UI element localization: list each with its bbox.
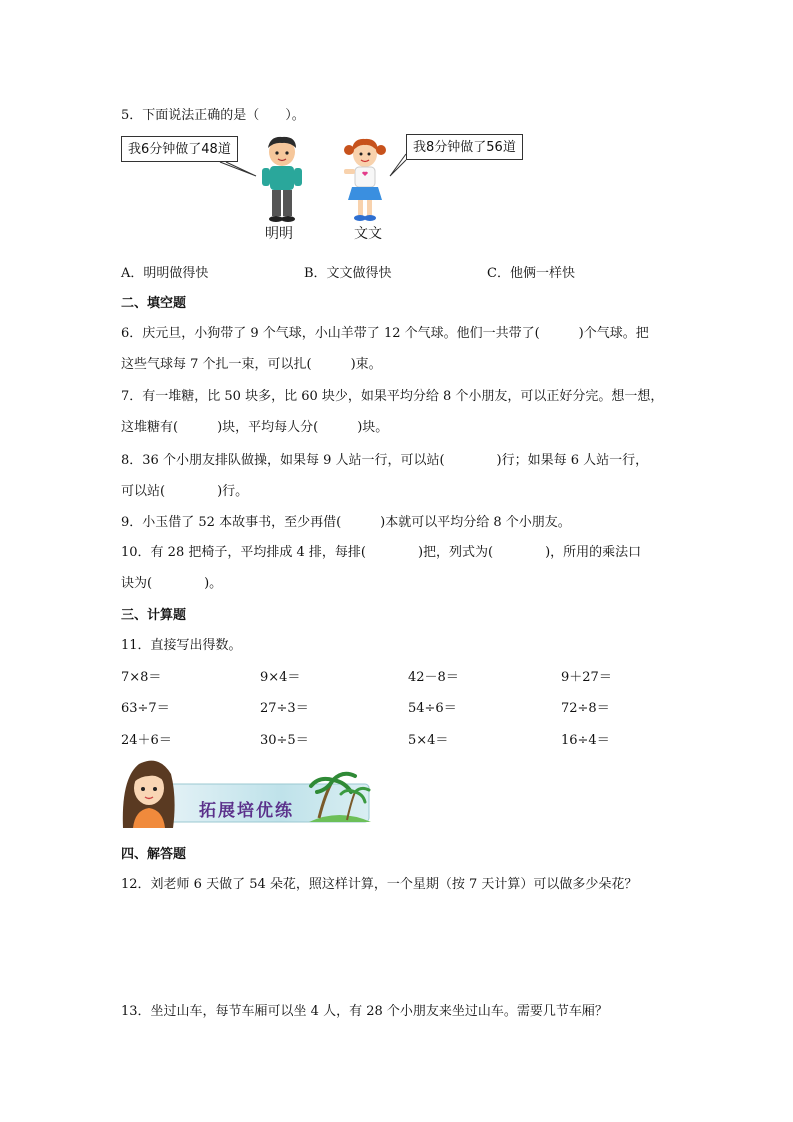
calc-item: 27÷3＝ (260, 701, 309, 716)
question-12-line-1: 12．刘老师 6 天做了 54 朵花，照这样计算，一个星期（按 7 天计算）可以做多少朵花？ (121, 877, 638, 892)
speech-bubble-left: 我6分钟做了48道 (121, 136, 238, 162)
speech-bubble-right: 我8分钟做了56道 (406, 134, 523, 160)
question-8-line-2: 可以站( )行。 (121, 484, 249, 499)
question-7-line-2: 这堆糖有( )块，平均每人分( )块。 (121, 420, 389, 435)
question-10-line-2: 诀为( )。 (121, 576, 223, 591)
calc-item: 9＋27＝ (561, 670, 612, 685)
calc-item: 9×4＝ (260, 670, 301, 685)
name-label-mingming: 明明 (265, 226, 293, 242)
question-13-line-1: 13．坐过山车，每节车厢可以坐 4 人，有 28 个小朋友来坐过山车。需要几节车厢？ (121, 1004, 608, 1019)
calc-item: 72÷8＝ (561, 701, 610, 716)
question-7-line-1: 7．有一堆糖，比 50 块多，比 60 块少，如果平均分给 8 个小朋友，可以正好分完。想一想， (121, 389, 664, 404)
question-6-line-2: 这些气球每 7 个扎一束，可以扎( )束。 (121, 357, 382, 372)
speech-pointers (0, 0, 793, 260)
calc-item: 5×4＝ (408, 733, 449, 748)
option-a: A．明明做得快 (121, 266, 209, 281)
calc-item: 7×8＝ (121, 670, 162, 685)
section-4-heading: 四、解答题 (121, 847, 187, 862)
option-b: B．文文做得快 (304, 266, 392, 281)
calc-item: 42－8＝ (408, 670, 459, 685)
calc-item: 54÷6＝ (408, 701, 457, 716)
section-3-heading: 三、计算题 (121, 608, 187, 623)
boy-figure-icon (256, 136, 308, 224)
calc-item: 30÷5＝ (260, 733, 309, 748)
section-2-heading: 二、填空题 (121, 296, 187, 311)
question-10-line-1: 10．有 28 把椅子，平均排成 4 排，每排( )把，列式为( )，所用的乘法口 (121, 545, 642, 560)
question-11-stem: 11．直接写出得数。 (121, 638, 242, 653)
calc-item: 63÷7＝ (121, 701, 170, 716)
question-9-line-1: 9．小玉借了 52 本故事书，至少再借( )本就可以平均分给 8 个小朋友。 (121, 515, 571, 530)
question-5-stem: 5．下面说法正确的是（ ）。 (121, 108, 305, 123)
girl-figure-icon (340, 138, 390, 224)
calc-item: 24＋6＝ (121, 733, 172, 748)
banner-title: 拓展培优练 (199, 801, 294, 821)
option-c: C．他俩一样快 (487, 266, 575, 281)
question-8-line-1: 8．36 个小朋友排队做操，如果每 9 人站一行，可以站( )行；如果每 6 人站一行， (121, 453, 649, 468)
question-6-line-1: 6．庆元旦，小狗带了 9 个气球，小山羊带了 12 个气球。他们一共带了( )个气球。把 (121, 326, 649, 341)
name-label-wenwen: 文文 (354, 226, 382, 242)
calc-item: 16÷4＝ (561, 733, 610, 748)
